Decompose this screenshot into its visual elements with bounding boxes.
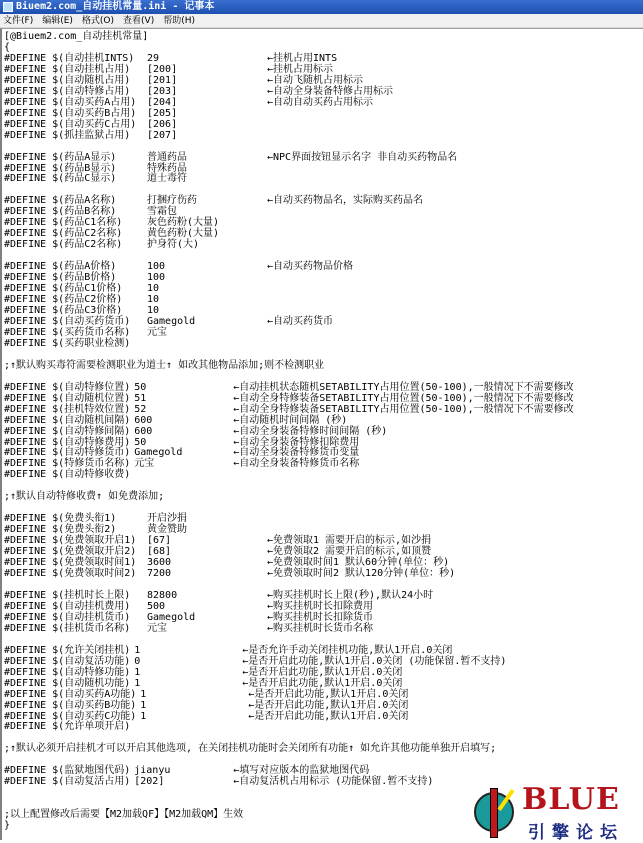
title-bar: [0, 0, 643, 14]
define-value: 道士毒符: [147, 173, 187, 185]
text-line: [4, 261, 357, 272]
define-value: 52: [134, 403, 147, 415]
text-line: [4, 415, 351, 426]
text-line: [4, 53, 341, 64]
define-value: [68]: [147, 546, 172, 558]
define-value: 黄金赞助: [147, 524, 187, 536]
define-value: 82800: [147, 589, 178, 601]
menu-format[interactable]: 格式(O): [81, 16, 115, 26]
define-name: #DEFINE $(自动挂机占用): [4, 63, 131, 75]
define-comment: ←自动飞随机占用标示: [267, 74, 364, 86]
text-line: [4, 437, 363, 448]
text-line: [4, 338, 147, 349]
define-name: #DEFINE $(自动特修间隔): [4, 425, 131, 437]
text-line: [4, 97, 377, 108]
define-comment: ←购买挂机时长上限(秒),默认24小时: [267, 589, 434, 601]
define-comment: ←是否开启此功能,默认1开启.0关闭: [242, 666, 403, 678]
define-name: #DEFINE $(药品B显示): [4, 162, 117, 174]
define-comment: ←是否开启此功能,默认1开启.0关闭: [248, 688, 409, 700]
define-name: #DEFINE $(免费头衔1): [4, 513, 117, 525]
text-line: [4, 360, 328, 371]
define-comment: ←自动复活机占用标示 (功能保留.暂不支持): [233, 776, 434, 788]
text-line: [4, 327, 267, 338]
define-comment: ←自动全身装备特修货币变量: [233, 447, 360, 459]
text-line: [4, 382, 578, 393]
define-value: 10: [147, 305, 160, 316]
define-comment: ←自动挂机状态随机SETABILITY占用位置(50-100),一般情况下不需要修改: [233, 381, 574, 393]
text-line: [4, 743, 500, 754]
text-line: [4, 689, 412, 700]
define-value: 雪霜包: [147, 206, 177, 218]
text-line: [4, 31, 152, 42]
text-line: [4, 228, 267, 239]
define-value: 1: [134, 644, 141, 656]
define-name: #DEFINE $(药品C3价格): [4, 305, 123, 316]
define-comment: ←是否开启此功能,默认1开启.0关闭 (功能保留.暂不支持): [242, 655, 507, 667]
text-line: [4, 667, 406, 678]
define-comment: ←NPC界面按钮显示名字 非自动买药物品名: [267, 151, 458, 163]
text-line: [4, 601, 377, 612]
text-line: [4, 776, 437, 787]
define-name: #DEFINE $(药品A价格): [4, 261, 117, 273]
window-title: Biuem2.com_自动挂机常量.ini - 记事本: [16, 1, 215, 12]
define-value: 3600: [147, 557, 172, 569]
define-name: #DEFINE $(买药货币名称): [4, 326, 131, 338]
text-line: [4, 568, 459, 579]
blue-forum-logo: [470, 782, 640, 843]
text-content: {: [4, 41, 11, 53]
define-name: #DEFINE $(自动复活占用): [4, 776, 131, 788]
define-comment: ←购买挂机时长扣除费用: [267, 600, 374, 612]
text-content: [@Biuem2.com_自动挂机常量]: [4, 31, 149, 42]
text-line: [4, 404, 578, 415]
text-line: [4, 393, 578, 404]
define-name: #DEFINE $(药品A显示): [4, 151, 117, 163]
text-line: [4, 809, 247, 820]
define-value: 600: [134, 414, 153, 426]
define-name: #DEFINE $(药品C2名称): [4, 239, 123, 251]
define-value: 100: [147, 272, 166, 284]
define-comment: ←免费领取时间1 默认60分钟(单位：秒): [267, 557, 450, 569]
define-name: #DEFINE $(自动挂机货币): [4, 611, 131, 623]
define-value: 50: [134, 381, 147, 393]
define-name: #DEFINE $(自动买药A功能): [4, 688, 137, 700]
text-line: [4, 612, 377, 623]
text-editor[interactable]: [0, 28, 643, 840]
text-line: [4, 458, 363, 469]
define-name: #DEFINE $(自动买药货币): [4, 315, 131, 327]
define-value: 护身符(大): [147, 239, 200, 251]
text-line: [4, 513, 267, 524]
text-line: [4, 721, 134, 732]
text-line: [4, 239, 267, 250]
text-line: [4, 86, 397, 97]
define-value: [201]: [147, 74, 178, 86]
menu-view[interactable]: 查看(V): [123, 16, 155, 26]
define-name: #DEFINE $(允许关闭挂机): [4, 644, 131, 656]
define-value: [205]: [147, 107, 178, 119]
text-content: ;↑默认必须开启挂机才可以开启其他选项, 在关闭挂机功能时会关闭所有功能↑ 如允许其他功能单独开启填写;: [4, 743, 497, 755]
text-line: [4, 820, 14, 831]
define-name: #DEFINE $(药品C1名称): [4, 217, 123, 229]
define-name: #DEFINE $(自动随机功能): [4, 677, 131, 689]
define-value: 1: [140, 688, 147, 700]
define-name: #DEFINE $(自动买药C功能): [4, 710, 137, 722]
text-line: [4, 765, 373, 776]
define-name: #DEFINE $(免费领取开启2): [4, 546, 137, 558]
text-line: [4, 535, 435, 546]
text-content: ;以上配置修改后需要【M2加载QF】【M2加载QM】生效: [4, 809, 244, 821]
define-comment: ←免费领取1 需要开启的标示,如沙捐: [267, 535, 432, 547]
define-comment: ←自动随机时间间隔 (秒): [233, 414, 348, 426]
define-value: 灰色药粉(大量): [147, 217, 220, 229]
define-value: 600: [134, 425, 153, 437]
define-comment: ←自动全身装备特修时间间隔 (秒): [233, 425, 388, 437]
define-name: #DEFINE $(自动挂机INTS): [4, 52, 135, 64]
text-line: [4, 206, 267, 217]
define-name: #DEFINE $(免费领取时间2): [4, 568, 137, 580]
define-value: [207]: [147, 129, 178, 141]
define-value: [67]: [147, 535, 172, 547]
define-name: #DEFINE $(特修货币名称): [4, 458, 131, 470]
text-line: [4, 217, 267, 228]
define-name: #DEFINE $(监狱地图代码): [4, 765, 131, 777]
text-line: [4, 152, 461, 163]
text-line: [4, 491, 168, 502]
define-name: #DEFINE $(自动挂机费用): [4, 600, 131, 612]
define-comment: ←是否开启此功能,默认1开启.0关闭: [242, 677, 403, 689]
define-value: [204]: [147, 96, 178, 108]
define-value: 元宝: [134, 458, 155, 470]
define-name: #DEFINE $(自动复活功能): [4, 655, 131, 667]
define-name: #DEFINE $(药品C1价格): [4, 283, 123, 295]
text-line: [4, 524, 267, 535]
text-line: [4, 173, 267, 184]
define-comment: ←自动全身装备特修占用标示: [267, 85, 394, 97]
define-comment: ←自动全身特修装备SETABILITY占用位置(50-100),一般情况下不需要修改: [233, 403, 574, 415]
define-value: 10: [147, 294, 160, 306]
text-line: [4, 272, 267, 283]
define-comment: ←自动自动买药占用标示: [267, 96, 374, 108]
define-name: #DEFINE $(药品C显示): [4, 173, 117, 185]
define-value: 特殊药品: [147, 162, 187, 174]
text-line: [4, 42, 14, 53]
define-comment: ←自动全身装备特修货币名称: [233, 458, 360, 470]
text-line: [4, 711, 412, 722]
define-name: #DEFINE $(药品B价格): [4, 272, 117, 284]
define-name: #DEFINE $(免费头衔2): [4, 524, 117, 536]
define-value: 100: [147, 261, 166, 273]
define-name: #DEFINE $(自动买药B占用): [4, 107, 137, 119]
menu-file[interactable]: 文件(F): [3, 16, 34, 26]
menu-edit[interactable]: 编辑(E): [42, 16, 73, 26]
text-line: [4, 305, 267, 316]
define-value: 元宝: [147, 326, 167, 338]
text-line: [4, 75, 367, 86]
text-line: [4, 316, 337, 327]
define-comment: ←自动买药物品名，实际购买药品名: [267, 195, 424, 207]
define-name: #DEFINE $(自动特修占用): [4, 85, 131, 97]
define-comment: ←自动买药货币: [267, 315, 334, 327]
define-value: 51: [134, 392, 147, 404]
define-name: #DEFINE $(自动随机占用): [4, 74, 131, 86]
text-line: [4, 700, 412, 711]
text-line: [4, 130, 267, 141]
define-value: 普通药品: [147, 151, 187, 163]
text-line: [4, 163, 267, 174]
define-comment: ←挂机占用INTS: [267, 52, 338, 64]
define-name: #DEFINE $(自动随机间隔): [4, 414, 131, 426]
logo-pillar-icon: [490, 788, 498, 838]
define-comment: ←购买挂机时长货币名称: [267, 622, 374, 634]
define-comment: ←自动全身特修装备SETABILITY占用位置(50-100),一般情况下不需要修改: [233, 392, 574, 404]
define-value: 打捆疗伤药: [147, 195, 197, 207]
define-name: #DEFINE $(药品C2名称): [4, 228, 123, 240]
menu-help[interactable]: 帮助(H): [163, 16, 196, 26]
text-line: [4, 623, 377, 634]
define-value: Gamegold: [134, 447, 183, 459]
text-line: [4, 283, 267, 294]
define-name: #DEFINE $(自动特修功能): [4, 666, 131, 678]
text-line: [4, 678, 406, 689]
define-name: #DEFINE $(抓挂监狱占用): [4, 129, 131, 141]
define-value: 1: [134, 666, 141, 678]
define-name: #DEFINE $(自动特修货币): [4, 447, 131, 459]
text-line: [4, 546, 435, 557]
define-comment: ←免费领取2 需要开启的标示,如顶赞: [267, 546, 432, 558]
define-name: #DEFINE $(自动买药A占用): [4, 96, 137, 108]
text-line: [4, 119, 267, 130]
define-value: 1: [140, 699, 147, 711]
define-comment: ←是否开启此功能,默认1开启.0关闭: [248, 710, 409, 722]
define-name: #DEFINE $(自动买药B功能): [4, 699, 137, 711]
define-value: [200]: [147, 63, 178, 75]
define-value: 0: [134, 655, 141, 667]
define-value: 500: [147, 600, 166, 612]
text-content: ;↑默认自动特修收费↑ 如免费添加;: [4, 491, 165, 503]
logo-subtitle: 引擎论坛: [528, 823, 624, 843]
text-content: }: [4, 820, 11, 832]
define-comment: ←是否允许手动关闭挂机功能,默认1开启.0关闭: [242, 644, 453, 656]
define-value: [203]: [147, 85, 178, 97]
text-line: [4, 656, 510, 667]
define-name: #DEFINE $(药品A名称): [4, 195, 117, 207]
text-line: [4, 645, 456, 656]
define-value: Gamegold: [147, 611, 196, 623]
define-comment: ←自动买药物品价格: [267, 261, 354, 273]
define-name: #DEFINE $(自动特修费用): [4, 436, 131, 448]
text-line: [4, 557, 453, 568]
menu-bar: [0, 14, 643, 28]
define-value: 元宝: [147, 622, 167, 634]
define-value: 开启沙捐: [147, 513, 187, 525]
text-line: [4, 426, 391, 437]
define-comment: ←自动全身装备特修扣除费用: [233, 436, 360, 448]
define-value: 1: [140, 710, 147, 722]
define-name: #DEFINE $(药品C2价格): [4, 294, 123, 306]
define-name: #DEFINE $(免费领取开启1): [4, 535, 137, 547]
define-comment: ←是否开启此功能,默认1开启.0关闭: [248, 699, 409, 711]
define-value: 29: [147, 52, 160, 64]
logo-text: BLUE: [522, 782, 620, 817]
define-comment: ←免费领取时间2 默认120分钟(单位：秒): [267, 568, 456, 580]
define-value: jianyu: [134, 765, 171, 777]
text-line: [4, 64, 337, 75]
define-comment: ←挂机占用标示: [267, 63, 334, 75]
notepad-icon: [3, 2, 13, 12]
define-name: #DEFINE $(自动买药C占用): [4, 118, 137, 130]
text-line: [4, 447, 363, 458]
define-value: 50: [134, 436, 147, 448]
text-line: [4, 294, 267, 305]
define-value: [206]: [147, 118, 178, 130]
text-line: [4, 195, 427, 206]
text-line: [4, 469, 134, 480]
define-value: Gamegold: [147, 315, 196, 327]
define-value: [202]: [134, 776, 165, 788]
define-comment: ←购买挂机时长扣除货币: [267, 611, 374, 623]
define-name: #DEFINE $(药品B名称): [4, 206, 117, 218]
text-line: [4, 108, 267, 119]
define-name: #DEFINE $(允许单项开启): [4, 721, 131, 733]
text-content: ;↑默认购买毒符需要检测职业为道士↑ 如改其他物品添加;则不检测职业: [4, 359, 325, 371]
define-value: 7200: [147, 568, 172, 580]
define-value: 黄色药粉(大量): [147, 228, 220, 240]
define-name: #DEFINE $(挂机特效位置): [4, 403, 131, 415]
define-value: 10: [147, 283, 160, 295]
define-name: #DEFINE $(自动特修收费): [4, 469, 131, 481]
define-comment: ←填写对应版本的监狱地图代码: [233, 765, 370, 777]
define-name: #DEFINE $(自动特修位置): [4, 381, 131, 393]
define-value: 1: [134, 677, 141, 689]
define-name: #DEFINE $(免费领取时间1): [4, 557, 137, 569]
define-name: #DEFINE $(挂机货币名称): [4, 622, 131, 634]
define-name: #DEFINE $(挂机时长上限): [4, 589, 131, 601]
text-line: [4, 590, 437, 601]
define-name: #DEFINE $(自动随机位置): [4, 392, 131, 404]
define-name: #DEFINE $(买药职业检测): [4, 337, 131, 349]
